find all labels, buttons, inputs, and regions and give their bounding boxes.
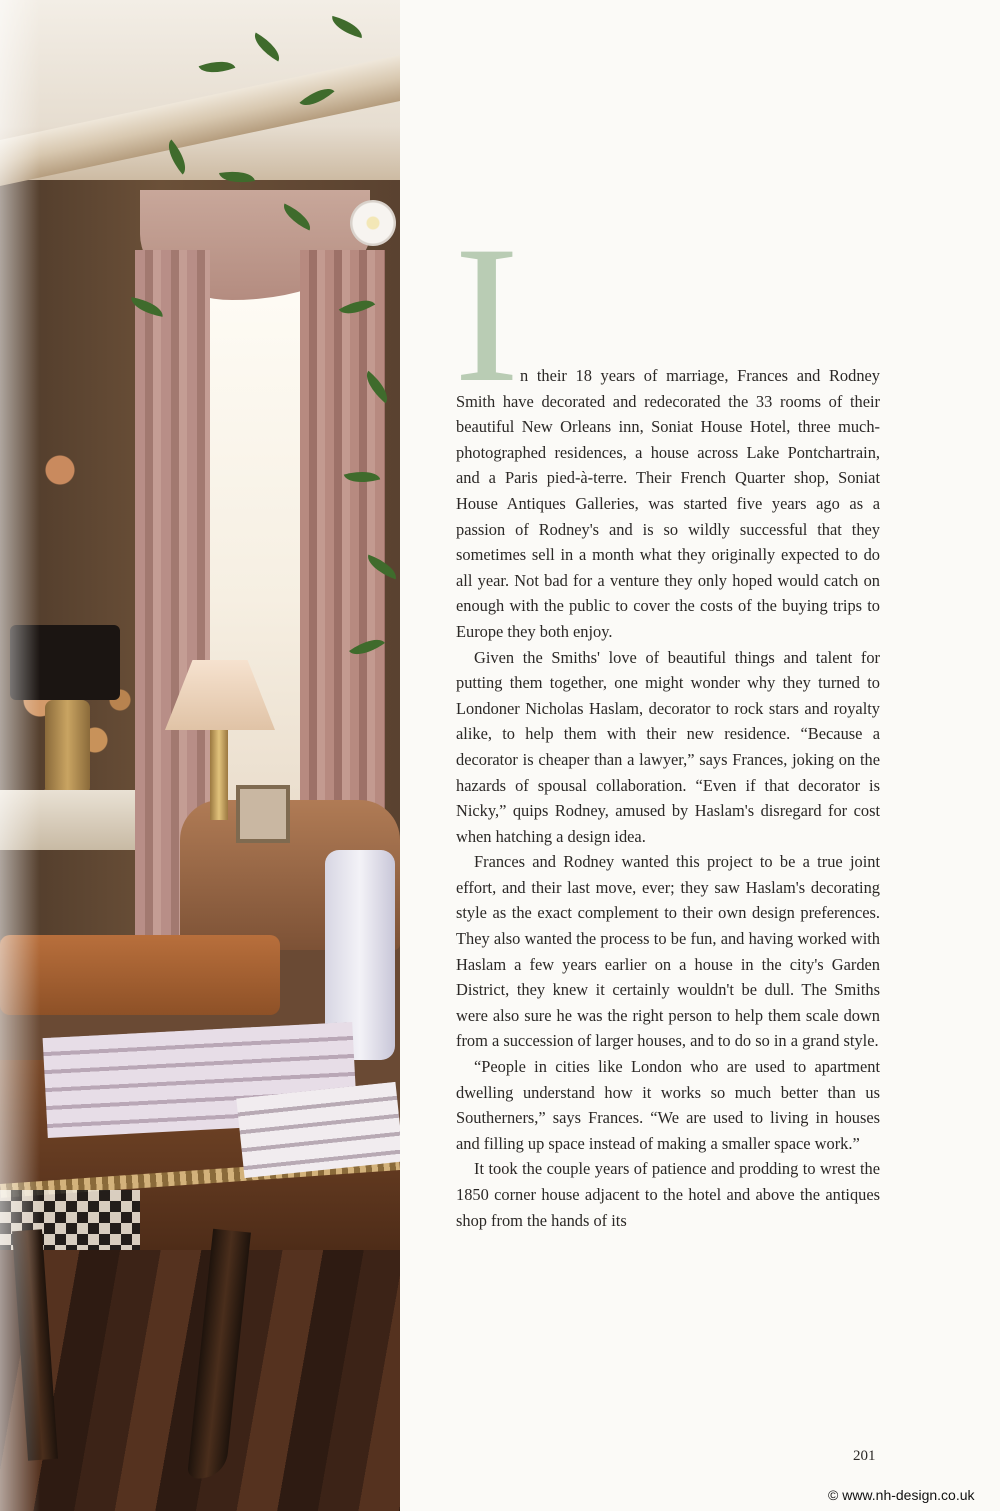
drop-cap: I bbox=[454, 206, 520, 423]
page-number: 201 bbox=[853, 1448, 876, 1464]
paragraph-text: n their 18 years of marriage, Frances and Rodney Smith have decorated and redecorated the 33 rooms of their beautiful New Orleans inn, Soniat House Hotel, three much-photographed residences, a house across Lake Pontchartrain, and a Paris pied-à-terre. Their French Quarter shop, Soniat House Antiques Galleries, was started five years ago as a passion of Rodney's and is so wildly successful that they sometimes sell in a month what they originally expected to do all year. Not bad for a venture they only hoped would catch on enough with the public to cover the costs of the buying trips to Europe they both enjoy. bbox=[456, 366, 880, 641]
photo-blossom bbox=[350, 200, 396, 246]
photo-books-stack bbox=[236, 1082, 400, 1178]
photo-ottoman bbox=[0, 935, 280, 1015]
photo-lamp-base-right bbox=[210, 730, 228, 820]
interior-photo bbox=[0, 0, 400, 1511]
photo-picture-frame bbox=[236, 785, 290, 843]
article-paragraph-5: It took the couple years of patience and prodding to wrest the 1850 corner house adjacent to the hotel and above the antiques shop from the hands of its bbox=[456, 1159, 880, 1230]
article-paragraph-2: Given the Smiths' love of beautiful things and talent for putting them together, one might wonder why they turned to Londoner Nicholas Haslam, decorator to rock stars and royalty alike, to help them with their new residence. “Because a decorator is cheaper than a lawyer,” says Frances, joking on the hazards of spousal collaboration. “Even if that decorator is Nicky,” quips Rodney, amused by Haslam's disregard for cost when hatching a design idea. bbox=[456, 647, 880, 846]
copyright-notice: © www.nh-design.co.uk bbox=[828, 1487, 975, 1503]
article-paragraph-4: “People in cities like London who are used to apartment dwelling understand how it works so much better than us Southerners,” says Frances. “We are used to living in houses and filling up space instead of making a smaller space work.” bbox=[456, 1057, 880, 1153]
article-paragraph-1 bbox=[454, 206, 880, 645]
photo-lamp-base-left bbox=[45, 700, 90, 795]
article-paragraph-3: Frances and Rodney wanted this project to be a true joint effort, and their last move, ever; they saw Haslam's decorating style as the exact complement to their own design preferences. They also wanted the process to be fun, and having worked with Haslam a few years earlier on a house in the city's Garden District, they knew it certainly wouldn't be dull. The Smiths were also sure he was the right person to help them scale down from a succession of larger houses, and to do so in a grand style. bbox=[456, 852, 880, 1051]
photo-light-leak bbox=[0, 0, 40, 1511]
drop-cap-spacer bbox=[456, 242, 880, 363]
article-body bbox=[454, 206, 880, 1233]
photo-curtain-right bbox=[300, 250, 385, 850]
